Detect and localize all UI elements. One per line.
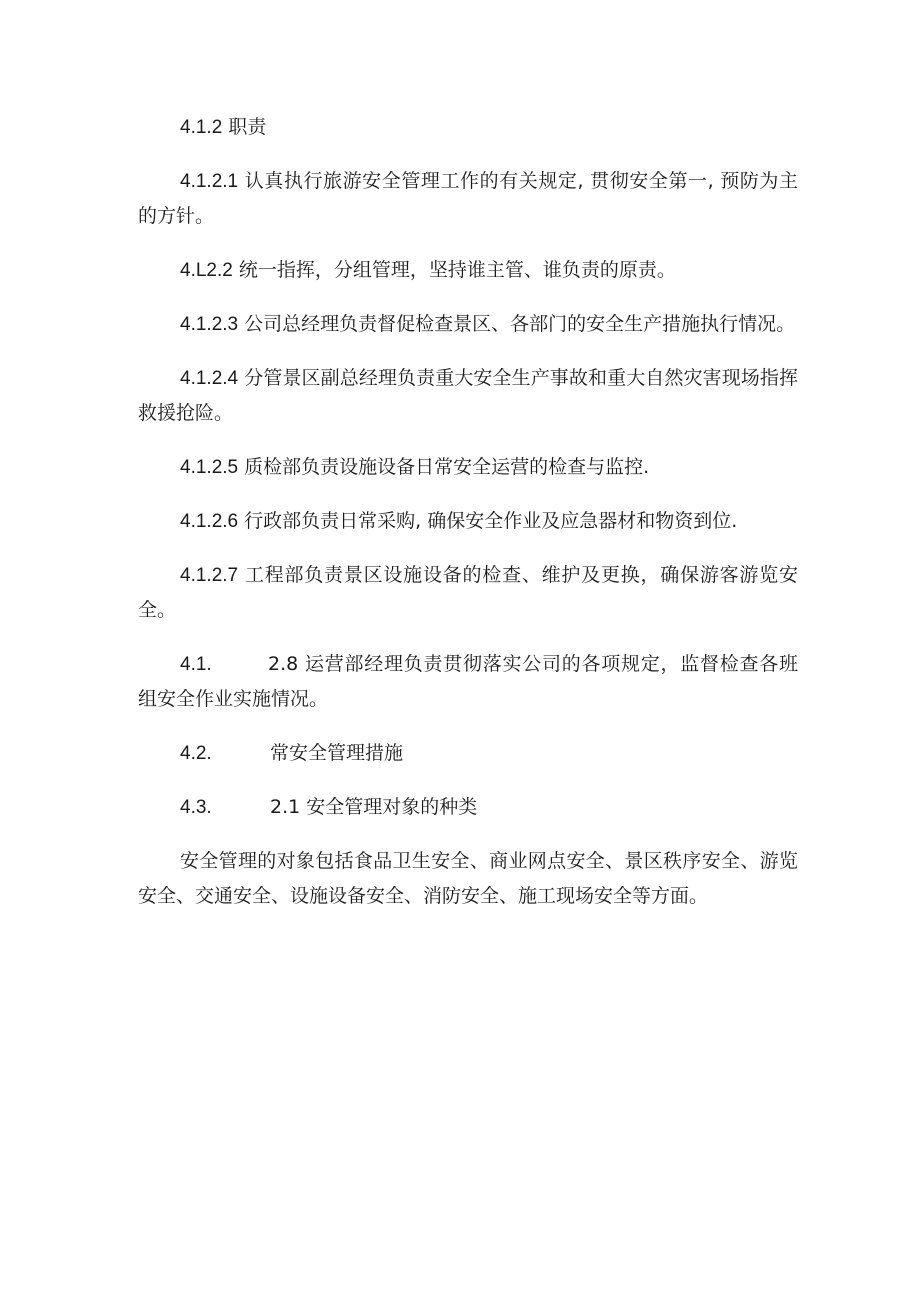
paragraph-text: 职责 <box>228 116 267 138</box>
paragraph-text: 分管景区副总经理负责重大安全生产事故和重大自然灾害现场指挥救援抢险。 <box>138 367 798 424</box>
paragraph-text: 公司总经理负责督促检查景区、各部门的安全生产措施执行情况。 <box>244 313 796 335</box>
paragraph-number: 4.1.2.5 <box>180 457 239 478</box>
paragraph-number: 4.1.2.1 <box>180 171 239 192</box>
paragraph-text: 2.1 安全管理对象的种类 <box>270 796 478 818</box>
paragraph-text: 质检部负责设施设备日常安全运营的检查与监控. <box>244 456 650 478</box>
paragraph-4-1-2-2 <box>138 253 798 288</box>
paragraph-4-1-2-1 <box>138 164 798 234</box>
section-heading-safety-measures <box>138 736 798 771</box>
paragraph-text: 统一指挥，分组管理，坚持谁主管、谁负责的原责。 <box>238 259 676 281</box>
document-body <box>138 110 798 933</box>
paragraph-4-1-2-8 <box>138 647 798 717</box>
paragraph-text: 安全管理的对象包括食品卫生安全、商业网点安全、景区秩序安全、游览安全、交通安全、设施设备安全、消防安全、施工现场安全等方面。 <box>138 850 798 907</box>
paragraph-4-1-2-4 <box>138 361 798 431</box>
paragraph-text: 认真执行旅游安全管理工作的有关规定, 贯彻安全第一, 预防为主的方针。 <box>138 170 798 227</box>
paragraph-number: 4.1.2.6 <box>180 511 239 532</box>
paragraph-number: 4.L2.2 <box>180 260 233 281</box>
paragraph-4-1-2-6 <box>138 504 798 539</box>
paragraph-number: 4.2. <box>180 743 212 764</box>
paragraph-number: 4.1.2.3 <box>180 314 239 335</box>
paragraph-management-objects-body <box>138 844 798 914</box>
paragraph-text: 行政部负责日常采购, 确保安全作业及应急器材和物资到位. <box>244 510 738 532</box>
paragraph-number: 4.1.2.4 <box>180 368 239 389</box>
paragraph-number: 4.1.2 <box>180 117 223 138</box>
paragraph-number: 4.1.2.7 <box>180 565 239 586</box>
section-heading-duties <box>138 110 798 145</box>
paragraph-4-1-2-5 <box>138 450 798 485</box>
paragraph-number: 4.3. <box>180 797 212 818</box>
paragraph-text: 工程部负责景区设施设备的检查、维护及更换，确保游客游览安全。 <box>138 564 798 621</box>
paragraph-4-1-2-7 <box>138 558 798 628</box>
paragraph-number: 4.1. <box>180 654 212 675</box>
paragraph-text: 2.8 运营部经理负责贯彻落实公司的各项规定，监督检查各班组安全作业实施情况。 <box>138 653 798 710</box>
paragraph-4-1-2-3 <box>138 307 798 342</box>
section-heading-management-objects <box>138 790 798 825</box>
paragraph-text: 常安全管理措施 <box>270 742 404 764</box>
